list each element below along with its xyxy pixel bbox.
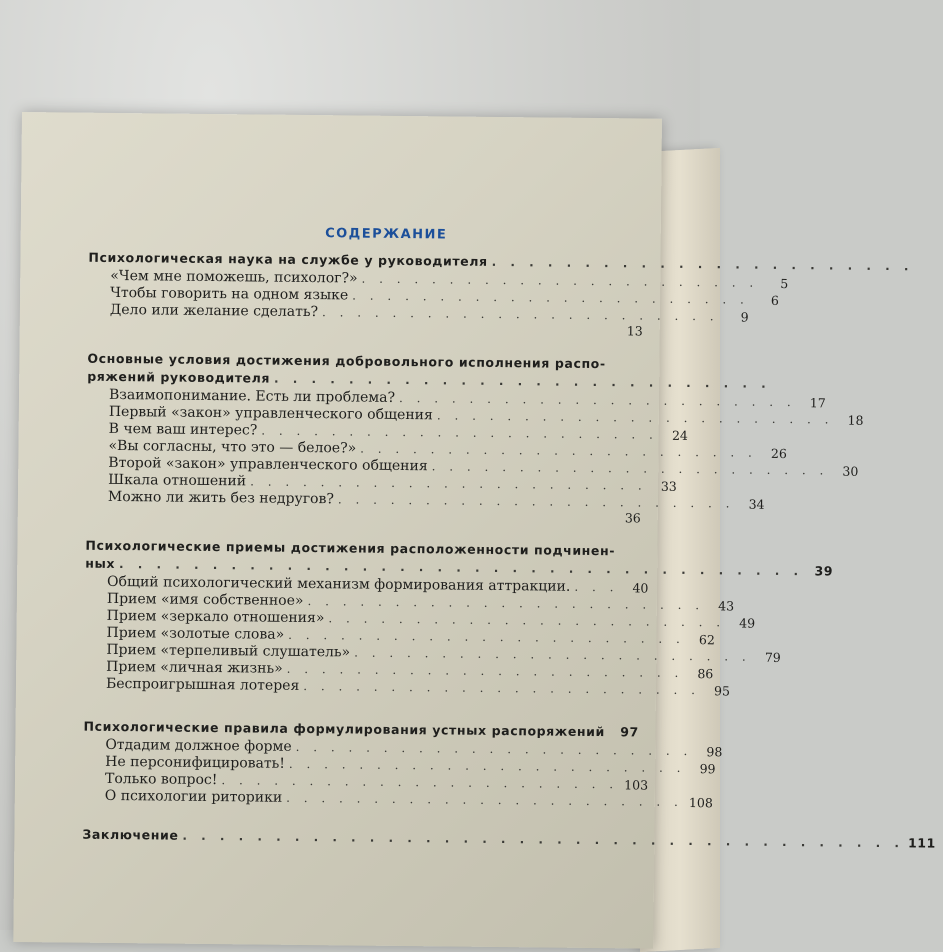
leader-dots: . . . . . . . . . . . . . . . . . . . . . . . xyxy=(299,678,704,699)
section-title-line-2: ряжений руководителя xyxy=(87,369,270,387)
leader-dots: . . . . . . . . . . . . . . . . . . . . . . . xyxy=(357,271,762,292)
entry-label: В чем ваш интерес? xyxy=(109,421,258,440)
leader-dots: . . . . . . . . . . . . . . . . . . . . . . . xyxy=(283,661,688,682)
leader-dots: . . . . . . . . . . . . . . . . . . . . . . . xyxy=(284,627,689,648)
leader-dots: . . . . . . . . . . . . . . . . . . . . . . . xyxy=(350,644,755,665)
toc-section-2 xyxy=(86,351,643,526)
leader-dots: . . . . . . . . . . . . . . . . . . . . . . . xyxy=(428,458,833,479)
entry-page-number: 95 xyxy=(704,682,730,699)
section-page-number: 97 xyxy=(613,724,639,740)
entry-label: Прием «золотые слова» xyxy=(106,625,284,644)
entry-page-number: 98 xyxy=(696,743,722,760)
entry-label: Прием «личная жизнь» xyxy=(106,659,283,678)
section-title-line-2: ных xyxy=(85,556,115,572)
toc-section-3 xyxy=(84,538,641,699)
entry-label: Можно ли жить без недругов? xyxy=(108,489,334,508)
leader-dots: . . . . . . . . . . . . . . . . . . . . . . . xyxy=(324,610,729,631)
leader-dots: . . . xyxy=(570,579,622,597)
entry-label: «Чем мне поможешь, психолог?» xyxy=(110,268,357,288)
entry-label: «Вы согласны, что это — белое?» xyxy=(108,438,356,458)
section-page-number: 17 xyxy=(800,394,826,411)
entry-page-number: 34 xyxy=(738,496,764,513)
toc-section-1 xyxy=(88,250,644,339)
leader-dots: . . . . . . . . . . . . . . . . . . . . . . . xyxy=(285,756,690,777)
leader-dots: . . . . . . . . . . . . . . . . . . . . . . . . . . . xyxy=(270,371,775,392)
entry-page-number: 6 xyxy=(753,292,779,309)
section-page-number: 39 xyxy=(807,563,833,579)
entry-page-number: 103 xyxy=(622,776,648,793)
entry-page-number: 24 xyxy=(662,427,688,444)
entry-page-number: 40 xyxy=(622,579,648,596)
entry-page-number: 13 xyxy=(617,324,643,338)
section-title-line-1: Основные условия достижения добровольного исполнения распо- xyxy=(87,351,605,371)
entry-label: Прием «терпеливый слушатель» xyxy=(106,642,350,662)
leader-dots: . . . . . . . . . . . . . . . . . . . . . . . xyxy=(292,739,697,760)
entry-label: Чтобы говорить на одном языке xyxy=(110,285,348,304)
section-title: Психологические правила формулирования устных распоряжений xyxy=(83,719,605,740)
entry-page-number: 62 xyxy=(689,631,715,648)
leader-dots: . . . . . . . . . . . . . . . . . . . . . . . xyxy=(217,772,622,793)
entry-label: Беспроигрышная лотерея xyxy=(106,676,299,695)
entry-label: Отдадим должное форме xyxy=(105,737,291,756)
leader-dots: . . . . . . . . . . . . . . . . . . . . . . . xyxy=(348,287,753,308)
entry-page-number: 49 xyxy=(729,614,755,631)
entry-label: Первый «закон» управленческого общения xyxy=(109,404,433,424)
entry-page-number: 79 xyxy=(755,649,781,666)
entry-page-number: 86 xyxy=(687,665,713,682)
leader-dots: . . . . . . . . . . . . . . . . . . . . . . . xyxy=(257,422,662,443)
leader-dots: . . . . . . . . . . . . . . . . . . . . . . . xyxy=(395,390,800,411)
entry-label: Взаимопонимание. Есть ли проблема? xyxy=(109,387,395,407)
entry-page-number: 18 xyxy=(837,412,863,429)
entry-page-number: 33 xyxy=(651,478,677,495)
leader-dots: . . . . . . . . . . . . . . . . . . . . . . . xyxy=(246,473,651,494)
table-of-contents xyxy=(82,223,644,867)
section-title: Заключение xyxy=(82,827,178,844)
leader-dots: . . . . . . . . . . . . . . . . . . . . . . . xyxy=(318,304,723,325)
entry-label: О психологии риторики xyxy=(105,788,283,807)
leader-dots: . . . . . . . . . . . . . . . . . . . . . . . . . . . . . . . . . . . . . xyxy=(115,556,807,579)
entry-label: Второй «закон» управленческого общения xyxy=(108,455,428,475)
entry-label: Прием «имя собственное» xyxy=(107,591,304,610)
section-page-number: 5 xyxy=(762,275,788,292)
entry-label: Только вопрос! xyxy=(105,771,218,789)
toc-title: СОДЕРЖАНИЕ xyxy=(89,223,644,246)
leader-dots: . . . . . . . . . . . . . . . . . . . . . . . xyxy=(488,254,918,274)
toc-section-4 xyxy=(83,719,639,811)
entry-page-number: 26 xyxy=(761,445,787,462)
entry-page-number: 36 xyxy=(615,511,641,525)
section-title: Психологическая наука на службе у руководителя xyxy=(88,250,487,270)
leader-dots: . . . . . . . . . . . . . . . . . . . . . . . xyxy=(356,441,761,462)
entry-label: Общий психологический механизм формирования аттракции. xyxy=(107,574,570,596)
entry-page-number: 99 xyxy=(689,760,715,777)
book-page xyxy=(13,112,662,949)
leader-dots: . . . . . . . . . . . . . . . . . . . . . . . xyxy=(433,407,838,428)
section-title-line-1: Психологические приемы достижения расположенности подчинен- xyxy=(85,538,615,559)
entry-label: Прием «зеркало отношения» xyxy=(107,608,325,627)
leader-dots: . . . . . . . . . . . . . . . . . . . . . . . . . . . . . . . . . . . . . . . xyxy=(178,828,908,852)
entry-page-number: 43 xyxy=(708,597,734,614)
entry-page-number: 9 xyxy=(723,308,749,325)
leader-dots: . . . . . . . . . . . . . . . . . . . . . . . xyxy=(334,491,739,512)
entry-page-number: 108 xyxy=(687,794,713,811)
leader-dots: . . . . . . . . . . . . . . . . . . . . . . . xyxy=(303,593,708,614)
entry-label: Не персонифицировать! xyxy=(105,754,285,773)
toc-section-heading xyxy=(82,827,637,849)
leader-dots: . . . . . . . . . . . . . . . . . . . . . . . xyxy=(282,790,687,811)
section-page-number: 111 xyxy=(908,835,934,851)
entry-page-number: 30 xyxy=(832,463,858,480)
entry-label: Шкала отношений xyxy=(108,472,246,490)
toc-section-5 xyxy=(82,827,637,849)
entry-label: Дело или желание сделать? xyxy=(110,302,318,321)
